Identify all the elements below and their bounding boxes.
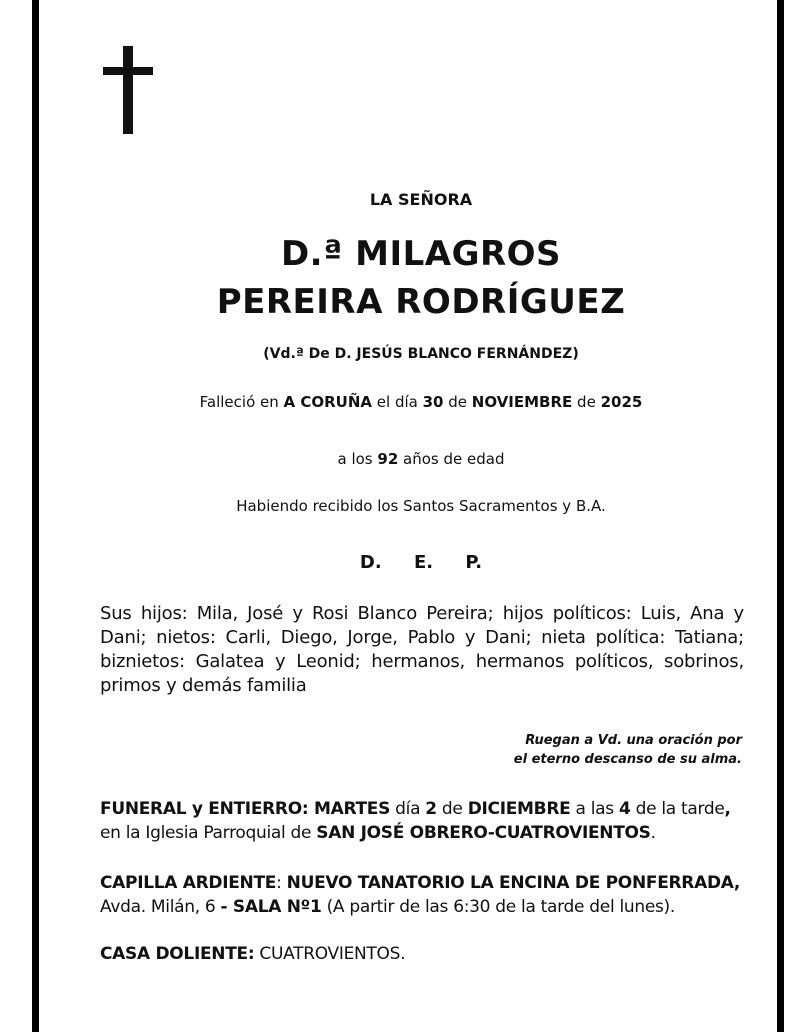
title-label: LA SEÑORA (369, 190, 473, 209)
death-day: 30 (422, 393, 444, 411)
casa-value: CUATROVIENTOS. (254, 944, 406, 964)
prayer-request (514, 731, 742, 769)
capilla-place: NUEVO TANATORIO LA ENCINA DE PONFERRADA, (286, 873, 741, 893)
prayer-line2: el eterno descanso de su alma. (513, 752, 742, 767)
death-year: 2025 (600, 393, 643, 411)
family-list: Sus hijos: Mila, José y Rosi Blanco Pereira; hijos políticos: Luis, Ana y Dani; nietos: Carli, Diego, Jorge, Pablo y Dani; nieta política: Tatiana; biznietos: Galatea y Leonid; hermanos, hermanos políticos, sobrinos, primos y demás familia (100, 603, 744, 696)
death-place: A CORUÑA (283, 393, 373, 411)
capilla-sala: SALA Nº1 (232, 897, 322, 917)
cross-icon (103, 46, 153, 134)
capilla-label: CAPILLA ARDIENTE (100, 873, 277, 893)
deceased-name-line2: PEREIRA RODRÍGUEZ (216, 282, 626, 322)
sacraments-text: Habiendo recibido los Santos Sacramentos y B.A. (236, 497, 606, 515)
death-info: Falleció en A CORUÑA el día 30 de NOVIEMBRE de 2025 (199, 393, 643, 411)
prayer-line1: Ruegan a Vd. una oración por (525, 733, 742, 748)
death-month: NOVIEMBRE (471, 393, 573, 411)
casa-label: CASA DOLIENTE: (100, 944, 255, 964)
funeral-label: FUNERAL y ENTIERRO: (100, 799, 309, 819)
age-years: 92 (377, 450, 399, 468)
funeral-church: SAN JOSÉ OBRERO-CUATROVIENTOS (316, 823, 651, 843)
age-info: a los 92 años de edad (337, 450, 505, 468)
casa-info (100, 942, 750, 966)
capilla-info: CAPILLA ARDIENTE: NUEVO TANATORIO LA ENCINA DE PONFERRADA, Avda. Milán, 6 - SALA Nº1 (A partir de las 6:30 de la tarde del lunes). (100, 873, 741, 917)
deceased-name-line1: D.ª MILAGROS (280, 234, 562, 274)
funeral-info: FUNERAL y ENTIERRO: MARTES día 2 de DICIEMBRE a las 4 de la tarde, en la Iglesia Parroquial de SAN JOSÉ OBRERO-CUATROVIENTOS. (100, 799, 731, 843)
widow-of: (Vd.ª De D. JESÚS BLANCO FERNÁNDEZ) (263, 346, 579, 362)
dep-text: D. E. P. (359, 552, 483, 573)
